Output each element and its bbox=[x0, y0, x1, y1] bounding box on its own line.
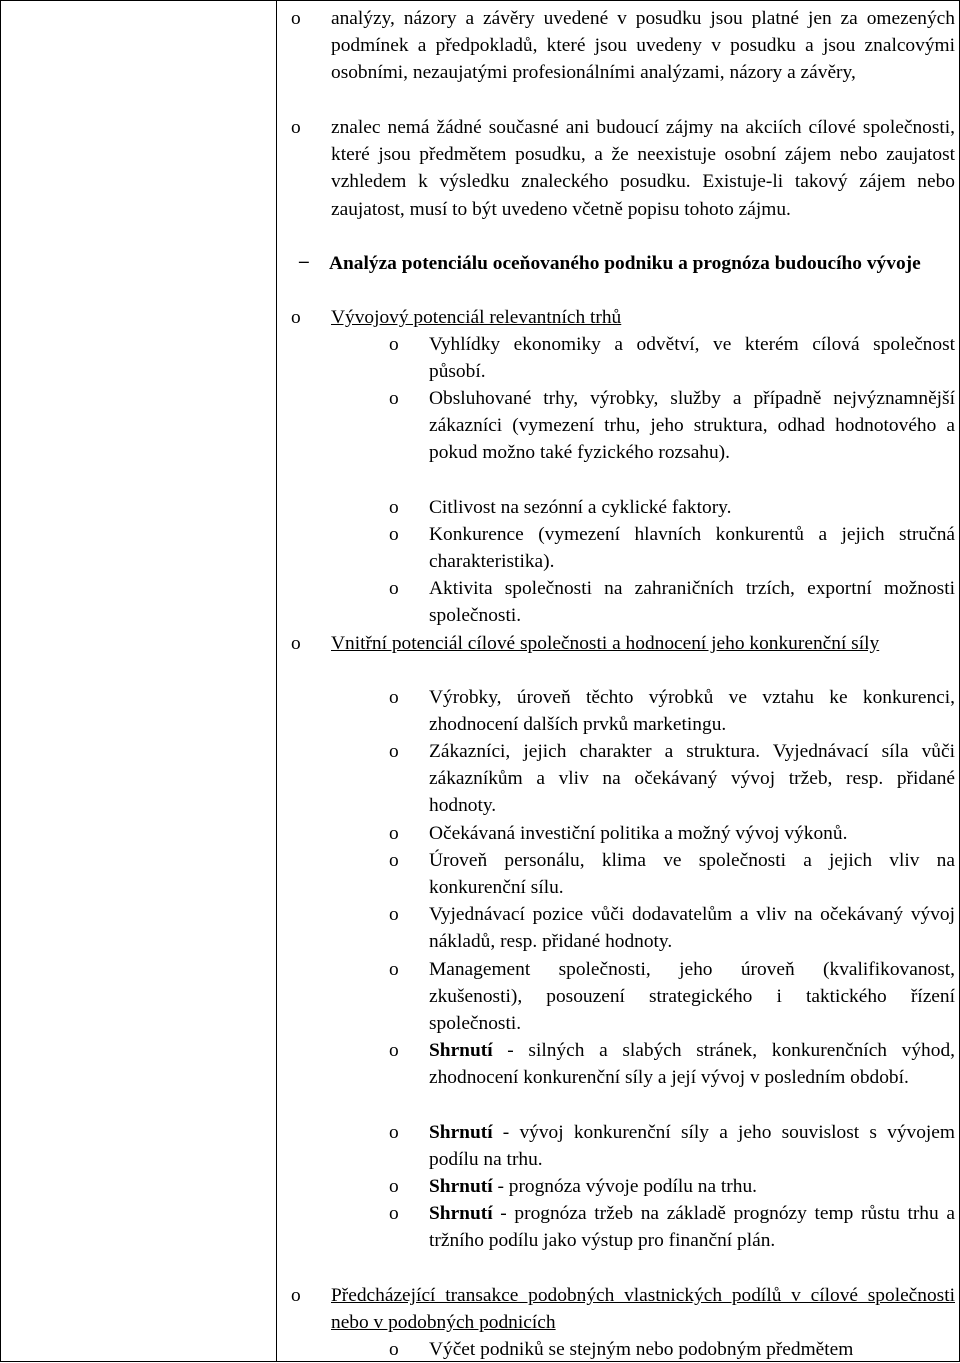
summary-body: - vývoj konkurenční síly a jeho souvislost s vývojem podílu na trhu. bbox=[429, 1122, 955, 1171]
bullet-marker: o bbox=[389, 687, 399, 708]
bullet-marker: o bbox=[389, 388, 399, 409]
list-item-text: Vyhlídky ekonomiky a odvětví, ve kterém cílová společnost působí. bbox=[429, 334, 955, 383]
summary-body: - silných a slabých stránek, konkurenčních výhod, zhodnocení konkurenční síly a její vývoj v posledním období. bbox=[429, 1040, 955, 1089]
section-heading-text: Analýza potenciálu oceňovaného podniku a prognóza budoucího vývoje bbox=[329, 253, 921, 274]
table-content-cell bbox=[276, 0, 960, 1362]
list-item-text: analýzy, názory a závěry uvedené v posudku jsou platné jen za omezených podmínek a předpokladů, které jsou uvedeny v posudku a jsou znalcovými osobními, nezaujatými profesionálními analýzami, názory a závěry, bbox=[331, 8, 955, 84]
list-item bbox=[389, 331, 955, 385]
subsection-title-text: Předcházející transakce podobných vlastnických podílů v cílové společnosti nebo v podobných podnicích bbox=[331, 1285, 955, 1334]
summary-text bbox=[429, 1173, 955, 1200]
bullet-marker: o bbox=[389, 823, 399, 844]
list-item-text: Citlivost na sezónní a cyklické faktory. bbox=[429, 497, 732, 518]
table-left-cell bbox=[0, 0, 276, 1362]
list-item-text: Management společnosti, jeho úroveň (kvalifikovanost, zkušenosti), posouzení strategického i taktického řízení společnosti. bbox=[429, 959, 955, 1035]
summary-body: - prognóza tržeb na základě prognózy temp růstu trhu a tržního podílu jako výstup pro finanční plán. bbox=[429, 1203, 955, 1252]
summary-body: - prognóza vývoje podílu na trhu. bbox=[492, 1176, 757, 1197]
bullet-marker: o bbox=[389, 741, 399, 762]
bullet-marker: o bbox=[389, 904, 399, 925]
list-item-text: Očekávaná investiční politika a možný vývoj výkonů. bbox=[429, 823, 848, 844]
bullet-marker: o bbox=[389, 850, 399, 871]
bullet-marker: o bbox=[389, 578, 399, 599]
summary-item bbox=[389, 1037, 955, 1091]
dash-marker: – bbox=[299, 251, 309, 272]
subsection-title-text: Vývojový potenciál relevantních trhů bbox=[331, 307, 622, 328]
summary-item bbox=[389, 1173, 955, 1200]
subsection-title bbox=[291, 630, 955, 657]
list-item bbox=[389, 956, 955, 1038]
subsection-title-text: Vnitřní potenciál cílové společnosti a hodnocení jeho konkurenční síly bbox=[331, 633, 880, 654]
section-heading bbox=[299, 250, 955, 277]
bullet-marker: o bbox=[389, 1040, 399, 1061]
summary-item bbox=[389, 1119, 955, 1173]
list-item bbox=[291, 5, 955, 87]
bullet-marker: o bbox=[389, 1203, 399, 1224]
bullet-marker: o bbox=[291, 117, 301, 138]
bullet-marker: o bbox=[389, 524, 399, 545]
list-item bbox=[389, 575, 955, 629]
subsection-title bbox=[291, 304, 955, 331]
list-item-text: Vyjednávací pozice vůči dodavatelům a vliv na očekávaný vývoj nákladů, resp. přidané hodnoty. bbox=[429, 904, 955, 953]
list-item-text: Obsluhované trhy, výrobky, služby a případně nejvýznamnější zákazníci (vymezení trhu, jeho struktura, odhad hodnotového a pokud možno také fyzického rozsahu). bbox=[429, 388, 955, 464]
list-item bbox=[389, 1336, 955, 1362]
bullet-marker: o bbox=[389, 959, 399, 980]
bullet-marker: o bbox=[389, 334, 399, 355]
list-item bbox=[291, 114, 955, 223]
list-item-text: Konkurence (vymezení hlavních konkurentů a jejich stručná charakteristika). bbox=[429, 524, 955, 573]
summary-item bbox=[389, 1200, 955, 1254]
list-item bbox=[389, 820, 955, 847]
bullet-marker: o bbox=[291, 307, 301, 328]
bullet-marker: o bbox=[389, 1339, 399, 1360]
summary-text bbox=[429, 1037, 955, 1091]
list-item bbox=[389, 494, 955, 521]
bullet-marker: o bbox=[291, 633, 301, 654]
list-item bbox=[389, 684, 955, 738]
summary-label: Shrnutí bbox=[429, 1176, 493, 1197]
list-item-text: Výčet podniků se stejným nebo podobným předmětem bbox=[429, 1339, 854, 1360]
bullet-marker: o bbox=[389, 1122, 399, 1143]
list-item-text: Úroveň personálu, klima ve společnosti a jejich vliv na konkurenční sílu. bbox=[429, 850, 955, 899]
summary-text bbox=[429, 1200, 955, 1254]
list-item bbox=[389, 901, 955, 955]
list-item-text: Zákazníci, jejich charakter a struktura. Vyjednávací síla vůči zákazníkům a vliv na očekávaný vývoj tržeb, resp. přidané hodnoty. bbox=[429, 741, 955, 817]
subsection-title bbox=[291, 1282, 955, 1336]
list-item-text: Aktivita společnosti na zahraničních trzích, exportní možnosti společnosti. bbox=[429, 578, 955, 627]
list-item-text: Výrobky, úroveň těchto výrobků ve vztahu ke konkurenci, zhodnocení dalších prvků marketingu. bbox=[429, 687, 955, 736]
bullet-marker: o bbox=[389, 497, 399, 518]
summary-label: Shrnutí bbox=[429, 1203, 493, 1224]
list-item-text: znalec nemá žádné současné ani budoucí zájmy na akciích cílové společnosti, které jsou předmětem posudku, a že neexistuje osobní zájem nebo zaujatost vzhledem k výsledku znaleckého posudku. Existuje-li takový zájem nebo zaujatost, musí to být uvedeno včetně popisu tohoto zájmu. bbox=[331, 117, 955, 220]
list-item bbox=[389, 847, 955, 901]
summary-text bbox=[429, 1119, 955, 1173]
list-item bbox=[389, 738, 955, 820]
bullet-marker: o bbox=[291, 1285, 301, 1306]
list-item bbox=[389, 521, 955, 575]
summary-label: Shrnutí bbox=[429, 1040, 493, 1061]
summary-label: Shrnutí bbox=[429, 1122, 493, 1143]
list-item bbox=[389, 385, 955, 467]
bullet-marker: o bbox=[291, 8, 301, 29]
bullet-marker: o bbox=[389, 1176, 399, 1197]
